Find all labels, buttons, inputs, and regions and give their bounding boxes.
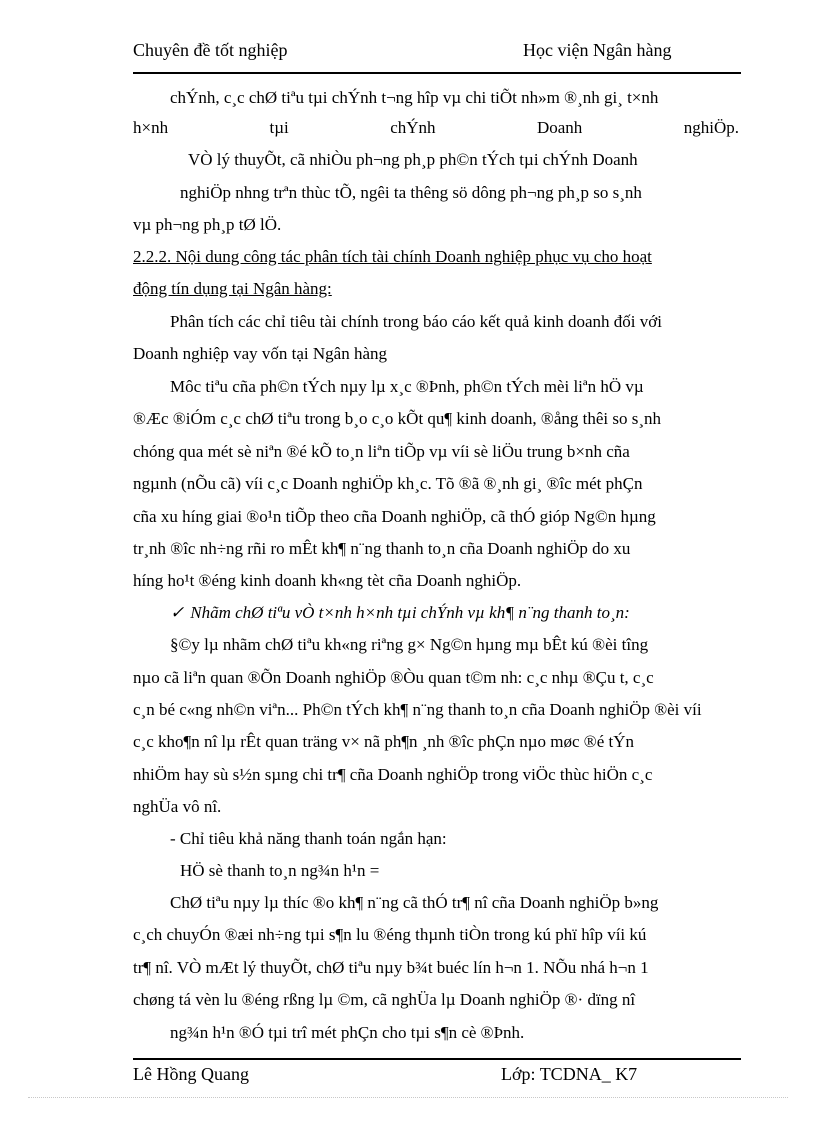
- header-left-title: Chuyên đề tốt nghiệp: [133, 40, 288, 60]
- formula-label: HÖ sè thanh to¸n ng¾n h¹n =: [180, 861, 380, 880]
- body-line: Môc tiªu cña ph©n tÝch nµy lµ x¸c ®Þnh, ph©n tÝch mèi liªn hÖ vµ: [170, 377, 644, 396]
- footer-author: Lê Hồng Quang: [133, 1064, 249, 1084]
- body-line: tr¶ nî. VÒ mÆt lý thuyÕt, chØ tiªu nµy b¾t buéc lín h¬n 1. NÕu nhá h¬n 1: [133, 958, 649, 977]
- body-line: h×nh tµi chÝnh Doanh nghiÖp.: [133, 118, 739, 137]
- body-line: §©y lµ nhãm chØ tiªu kh«ng riªng g× Ng©n hµng mµ bÊt kú ®èi tîng: [170, 635, 649, 654]
- body-line: chóng qua mét sè niªn ®é kÕ to¸n liªn tiÕp vµ víi sè liÖu trung b×nh cña: [133, 442, 630, 461]
- body-line: Phân tích các chỉ tiêu tài chính trong báo cáo kết quả kinh doanh đối với: [170, 312, 662, 331]
- page-header: [133, 40, 741, 64]
- body-line: nghiÖp nhng trªn thùc tÕ, ngêi ta thêng sö dông ph¬ng ph¸p so s¸nh: [180, 183, 642, 202]
- body-line: Doanh nghiệp vay vốn tại Ngân hàng: [133, 344, 387, 363]
- checklist-item-text: Nhãm chØ tiªu vÒ t×nh h×nh tµi chÝnh vµ kh¶ n¨ng thanh to¸n:: [190, 603, 630, 622]
- body-line: c¸ch chuyÓn ®æi nh÷ng tµi s¶n lu ®éng thµnh tiÒn trong kú phï hîp víi kú: [133, 925, 647, 944]
- body-line: nµo cã liªn quan ®Õn Doanh nghiÖp ®Òu quan t©m nh: c¸c nhµ ®Çu t, c¸c: [133, 668, 654, 687]
- body-line: chøng tá vèn lu ®éng rßng lµ ©m, cã nghÜa lµ Doanh nghiÖp ®· dïng nî: [133, 990, 636, 1009]
- body-line: tr¸nh ®îc nh÷ng rñi ro mÊt kh¶ n¨ng thanh to¸n cña Doanh nghiÖp do xu: [133, 539, 631, 558]
- header-right-title: Học viện Ngân hàng: [523, 40, 672, 60]
- body-line: VÒ lý thuyÕt, cã nhiÒu ph¬ng ph¸p ph©n tÝch tµi chÝnh Doanh: [188, 150, 638, 169]
- page-footer: [133, 1064, 741, 1088]
- page-break-divider: [28, 1097, 788, 1098]
- body-line: nhiÖm hay sù s½n sµng chi tr¶ cña Doanh nghiÖp trong viÖc thùc hiÖn c¸c: [133, 765, 653, 784]
- section-heading: động tín dụng tại Ngân hàng:: [133, 279, 332, 298]
- footer-rule: [133, 1058, 741, 1060]
- checkmark-icon: ✓: [170, 603, 185, 622]
- list-item: - Chỉ tiêu khả năng thanh toán ngắn hạn:: [170, 829, 447, 848]
- body-line: ngµnh (nÕu cã) víi c¸c Doanh nghiÖp kh¸c. Tõ ®ã ®¸nh gi¸ ®îc mét phÇn: [133, 474, 643, 493]
- body-line: ®Æc ®iÓm c¸c chØ tiªu trong b¸o c¸o kÕt qu¶ kinh doanh, ®ång thêi so s¸nh: [133, 409, 661, 428]
- body-line: c¸c kho¶n nî lµ rÊt quan träng v× nã ph¶n ¸nh ®îc phÇn nµo møc ®é tÝn: [133, 732, 634, 751]
- section-heading: 2.2.2. Nội dung công tác phân tích tài chính Doanh nghiệp phục vụ cho hoạt: [133, 247, 652, 266]
- checklist-item: [170, 602, 630, 624]
- body-line: vµ ph¬ng ph¸p tØ lÖ.: [133, 215, 282, 234]
- footer-class: Lớp: TCDNA_ K7: [501, 1064, 638, 1084]
- body-line: c¸n bé c«ng nh©n viªn... Ph©n tÝch kh¶ n¨ng thanh to¸n cña Doanh nghiÖp ®èi víi: [133, 700, 702, 719]
- header-rule: [133, 72, 741, 74]
- body-line: ChØ tiªu nµy lµ thíc ®o kh¶ n¨ng cã thÓ tr¶ nî cña Doanh nghiÖp b»ng: [170, 893, 659, 912]
- body-line: ng¾n h¹n ®Ó tµi trî mét phÇn cho tµi s¶n cè ®Þnh.: [170, 1023, 525, 1042]
- body-line: híng ho¹t ®éng kinh doanh kh«ng tèt cña Doanh nghiÖp.: [133, 571, 522, 590]
- body-line: cña xu híng giai ®o¹n tiÕp theo cña Doanh nghiÖp, cã thÓ gióp Ng©n hµng: [133, 507, 656, 526]
- body-line: chÝnh, c¸c chØ tiªu tµi chÝnh t¬ng hîp vµ chi tiÕt nh»m ®¸nh gi¸ t×nh: [170, 88, 659, 107]
- body-line: nghÜa vô nî.: [133, 797, 222, 816]
